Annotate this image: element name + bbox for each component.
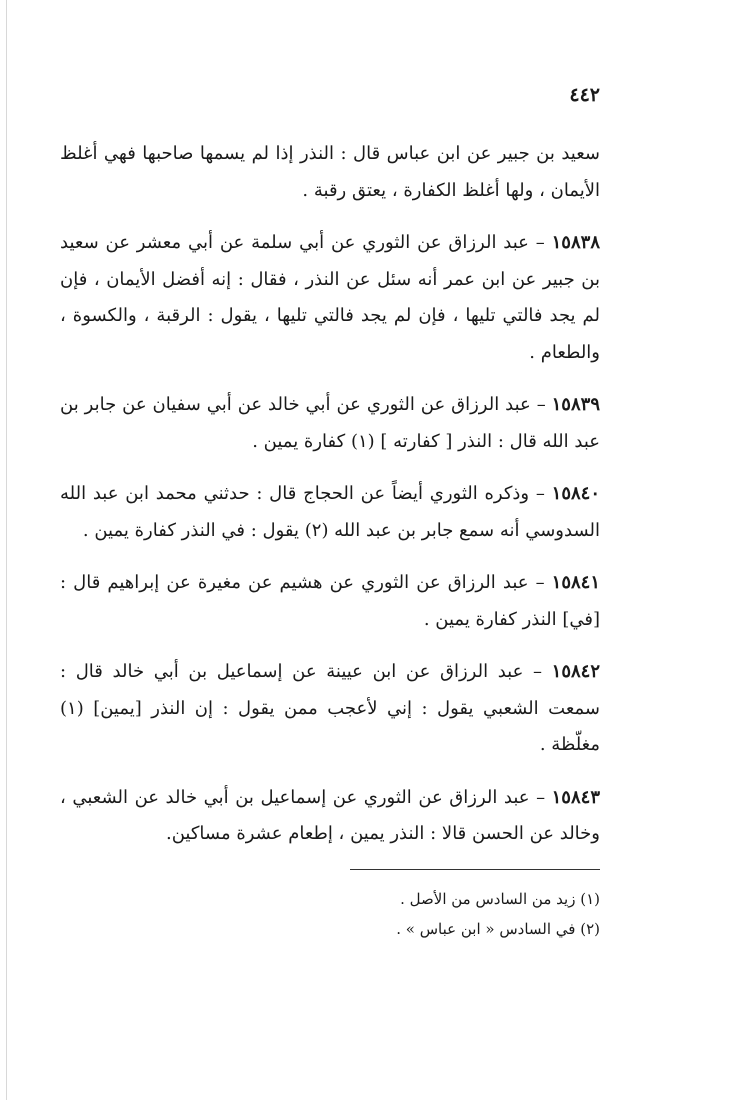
hadith-entry-15840 xyxy=(60,476,600,549)
entry-text: – عبد الرزاق عن ابن عيينة عن إسماعيل بن أبي خالد قال : سمعت الشعبي يقول : إني لأعجب ممن يقول : إن النذر [يمين] (١) مغلّظة . xyxy=(60,661,600,755)
entry-number: ١٥٨٤٢ xyxy=(551,661,600,682)
entry-text: – عبد الرزاق عن الثوري عن أبي سلمة عن أبي معشر عن سعيد بن جبير عن ابن عمر أنه سئل عن النذر ، فقال : إنه أفضل الأيمان ، فإن لم يجد فالتي تليها ، فإن لم يجد فالتي تليها ، يقول : الرقبة ، والكسوة ، والطعام . xyxy=(60,232,600,363)
paragraph-continuation xyxy=(60,136,600,209)
entry-text: – عبد الرزاق عن الثوري عن إسماعيل بن أبي خالد عن الشعبي ، وخالد عن الحسن قالا : النذر يمين ، إطعام عشرة مساكين. xyxy=(60,786,600,844)
paragraph-text: سعيد بن جبير عن ابن عباس قال : النذر إذا لم يسمها صاحبها فهي أغلظ الأيمان ، ولها أغلظ الكفارة ، يعتق رقبة . xyxy=(60,143,600,201)
document-page xyxy=(60,80,600,944)
hadith-entry-15838 xyxy=(60,225,600,371)
footnotes-section xyxy=(60,869,600,944)
page-edge-line xyxy=(6,0,7,1100)
entry-number: ١٥٨٣٩ xyxy=(551,394,600,415)
hadith-entry-15843 xyxy=(60,780,600,853)
entry-number: ١٥٨٤٣ xyxy=(551,786,600,808)
entry-text: – عبد الرزاق عن الثوري عن هشيم عن مغيرة عن إبراهيم قال : [في] النذر كفارة يمين . xyxy=(60,572,600,630)
footnote-divider xyxy=(350,869,600,870)
footnote-1: (١) زيد من السادس من الأصل . xyxy=(400,889,600,908)
hadith-entry-15839 xyxy=(60,387,600,460)
hadith-entry-15841 xyxy=(60,565,600,638)
entry-text: – عبد الرزاق عن الثوري عن أبي خالد عن أبي سفيان عن جابر بن عبد الله قال : النذر [ كفارته ] (١) كفارة يمين . xyxy=(60,394,600,452)
hadith-entry-15842 xyxy=(60,654,600,764)
page-number: ٤٤٢ xyxy=(569,84,600,106)
entry-number: ١٥٨٤١ xyxy=(551,572,601,593)
entry-number: ١٥٨٣٨ xyxy=(551,232,600,253)
entry-text: – وذكره الثوري أيضاً عن الحجاج قال : حدثني محمد ابن عبد الله السدوسي أنه سمع جابر بن عبد الله (٢) يقول : في النذر كفارة يمين . xyxy=(60,483,600,541)
footnote-2: (٢) في السادس « ابن عباس » . xyxy=(396,919,600,938)
entry-number: ١٥٨٤٠ xyxy=(551,483,600,504)
